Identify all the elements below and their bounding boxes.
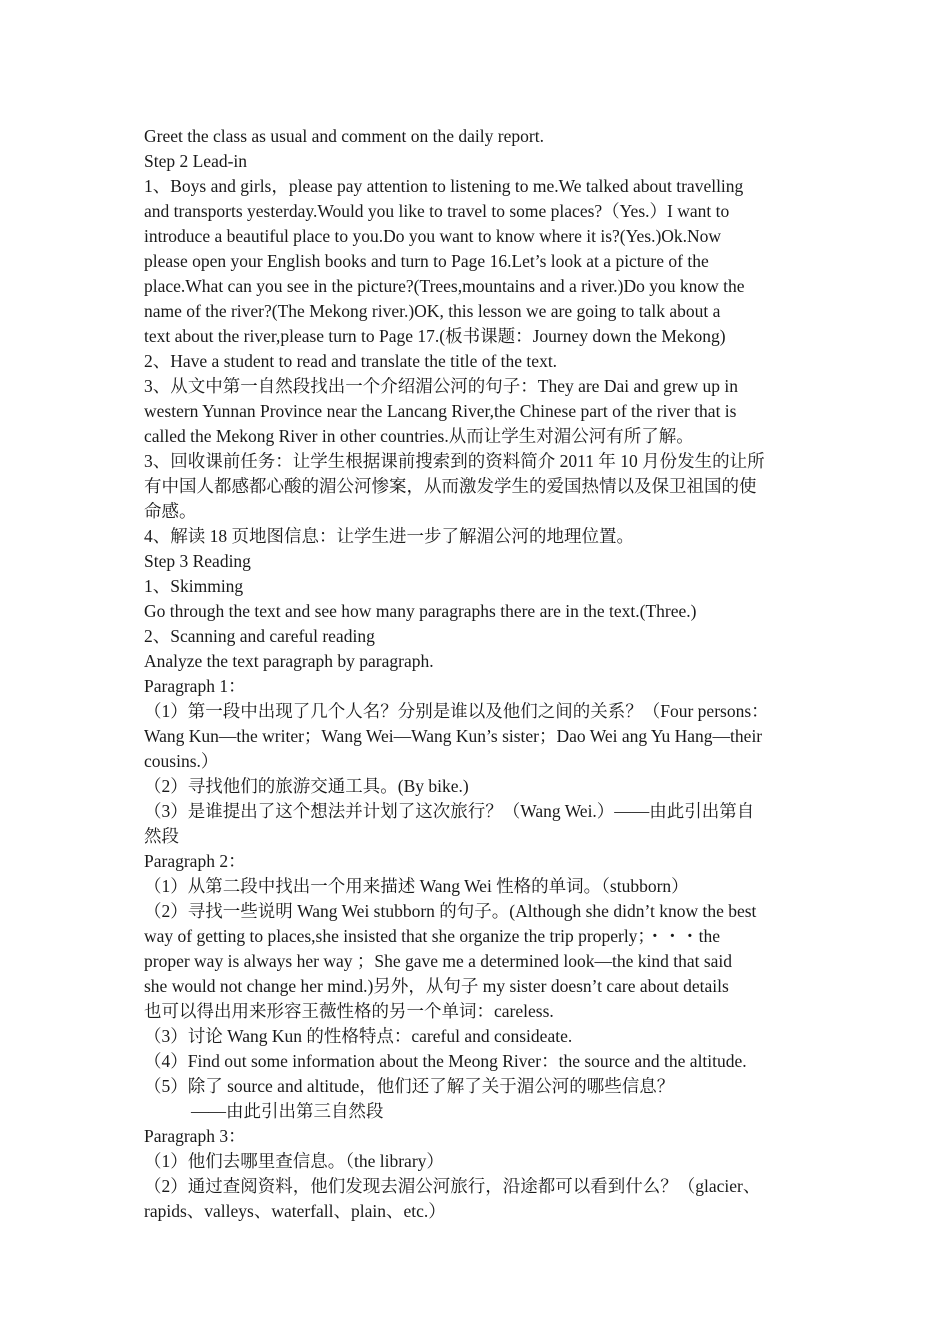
- paragraph-2-heading: Paragraph 2：: [144, 851, 246, 871]
- text-line: 3、从文中第一自然段找出一个介绍湄公河的句子：They are Dai and grew up in: [144, 376, 738, 396]
- text-line: name of the river?(The Mekong river.)OK, this lesson we are going to talk about a: [144, 301, 721, 321]
- text-line: Analyze the text paragraph by paragraph.: [144, 651, 434, 671]
- text-line: cousins.）: [144, 751, 219, 771]
- text-line: called the Mekong River in other countries.从而让学生对湄公河有所了解。: [144, 426, 694, 446]
- text-line: 也可以得出用来形容王薇性格的另一个单词：careless.: [144, 1001, 554, 1021]
- text-line: 4、解读 18 页地图信息：让学生进一步了解湄公河的地理位置。: [144, 526, 634, 546]
- text-line: proper way is always her way ；She gave me a determined look—the kind that said: [144, 951, 733, 971]
- text-line: （3）讨论 Wang Kun 的性格特点：careful and consideate.: [144, 1026, 573, 1046]
- section-heading-step-3: Step 3 Reading: [144, 551, 251, 571]
- text-line: Go through the text and see how many paragraphs there are in the text.(Three.): [144, 601, 697, 621]
- text-line: introduce a beautiful place to you.Do you want to know where it is?(Yes.)Ok.Now: [144, 226, 722, 246]
- paragraph-1-heading: Paragraph 1：: [144, 676, 246, 696]
- text-line: please open your English books and turn to Page 16.Let’s look at a picture of the: [144, 251, 709, 271]
- text-line: 1、Boys and girls，please pay attention to listening to me.We talked about travelling: [144, 176, 744, 196]
- text-line: 2、Have a student to read and translate the title of the text.: [144, 351, 558, 371]
- text-line: she would not change her mind.)另外，从句子 my sister doesn’t care about details: [144, 976, 729, 996]
- text-line: rapids、valleys、waterfall、plain、etc.）: [144, 1201, 446, 1221]
- text-line: （2）寻找他们的旅游交通工具。(By bike.): [144, 776, 469, 796]
- text-line-indented: ——由此引出第三自然段: [191, 1101, 384, 1121]
- text-line: Greet the class as usual and comment on the daily report.: [144, 126, 544, 146]
- text-line: 1、Skimming: [144, 576, 244, 596]
- text-line: 2、Scanning and careful reading: [144, 626, 375, 646]
- text-line: way of getting to places,she insisted that she organize the trip properly；・・・the: [144, 926, 721, 946]
- text-line: Wang Kun—the writer；Wang Wei—Wang Kun’s sister；Dao Wei ang Yu Hang—their: [144, 726, 763, 746]
- section-heading-step-2: Step 2 Lead-in: [144, 151, 248, 171]
- text-line: （1）从第二段中找出一个用来描述 Wang Wei 性格的单词。（stubborn）: [144, 876, 689, 896]
- text-line: （3）是谁提出了这个想法并计划了这次旅行？（Wang Wei.）——由此引出第自: [144, 801, 755, 821]
- text-line: （2）寻找一些说明 Wang Wei stubborn 的句子。(Although she didn’t know the best: [144, 901, 757, 921]
- text-line: （1）第一段中出现了几个人名？分别是谁以及他们之间的关系？（Four persons：: [144, 701, 769, 721]
- paragraph-3-heading: Paragraph 3：: [144, 1126, 246, 1146]
- text-line: （4）Find out some information about the Meong River：the source and the altitude.: [144, 1051, 747, 1071]
- text-line: （2）通过查阅资料，他们发现去湄公河旅行，沿途都可以看到什么？（glacier、: [144, 1176, 761, 1196]
- text-line: 然段: [144, 826, 179, 846]
- text-line: place.What can you see in the picture?(Trees,mountains and a river.)Do you know the: [144, 276, 745, 296]
- text-line: western Yunnan Province near the Lancang River,the Chinese part of the river that is: [144, 401, 737, 421]
- text-line: 命感。: [144, 501, 197, 521]
- document-body: [144, 124, 814, 1224]
- text-line: （1）他们去哪里查信息。（the library）: [144, 1151, 444, 1171]
- text-line: 有中国人都感都心酸的湄公河惨案，从而激发学生的爱国热情以及保卫祖国的使: [144, 476, 757, 496]
- text-line: text about the river,please turn to Page 17.(板书课题：Journey down the Mekong): [144, 326, 726, 346]
- text-line: and transports yesterday.Would you like to travel to some places?（Yes.）I want to: [144, 201, 730, 221]
- text-line: 3、回收课前任务：让学生根据课前搜索到的资料简介 2011 年 10 月份发生的让所: [144, 451, 765, 471]
- text-line: （5）除了 source and altitude，他们还了解了关于湄公河的哪些信息？: [144, 1076, 675, 1096]
